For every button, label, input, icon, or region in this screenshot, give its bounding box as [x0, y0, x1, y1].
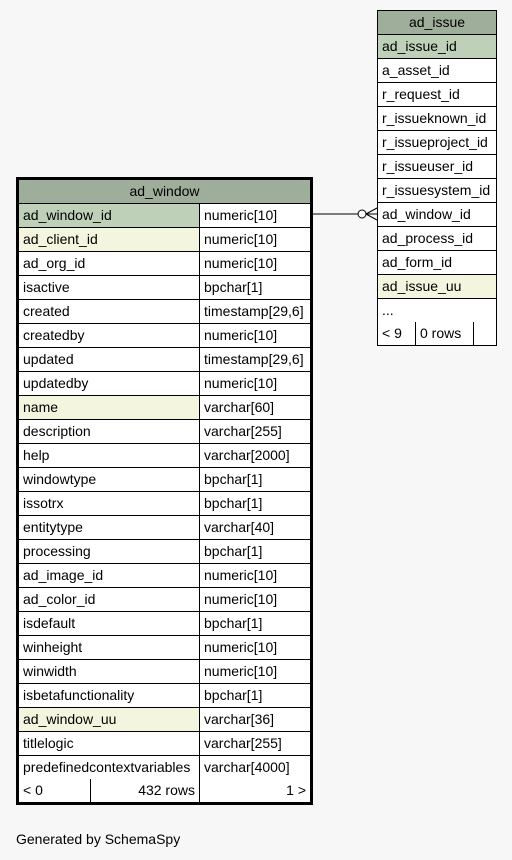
column-type: timestamp[29,6]	[204, 351, 304, 367]
children-count[interactable]: 1 >	[286, 782, 306, 798]
column-name[interactable]: ad_image_id	[19, 564, 200, 587]
column-name[interactable]: ad_issue_uu	[378, 275, 496, 298]
column-name[interactable]: isdefault	[19, 612, 200, 635]
column-name[interactable]: ad_process_id	[382, 230, 474, 246]
column-name[interactable]: help	[19, 444, 200, 467]
column-name[interactable]: ad_color_id	[19, 588, 200, 611]
column-name[interactable]: ad_window_id	[19, 204, 200, 227]
column-name[interactable]: r_issueproject_id	[382, 134, 488, 150]
row-count: 0 rows	[416, 322, 474, 345]
column-type: numeric[10]	[204, 639, 278, 655]
column-name[interactable]: r_request_id	[382, 86, 460, 102]
column-name[interactable]: created	[19, 300, 200, 323]
column-name[interactable]: description	[19, 420, 200, 443]
column-name[interactable]: r_issueuser_id	[382, 158, 474, 174]
crow-foot-upper	[366, 208, 377, 214]
column-name[interactable]: windowtype	[19, 468, 200, 491]
column-type: bpchar[1]	[204, 687, 263, 703]
column-name[interactable]: entitytype	[19, 516, 200, 539]
column-type: varchar[255]	[204, 423, 282, 439]
column-type: numeric[10]	[204, 327, 278, 343]
column-type: varchar[36]	[204, 711, 275, 727]
column-name[interactable]: updated	[19, 348, 200, 371]
parents-count[interactable]: < 9	[378, 322, 416, 345]
column-name[interactable]: ad_window_id	[382, 206, 471, 222]
column-name[interactable]: isactive	[19, 276, 200, 299]
column-name[interactable]: name	[19, 396, 200, 419]
column-type: timestamp[29,6]	[204, 303, 304, 319]
column-name[interactable]: processing	[19, 540, 200, 563]
parents-count[interactable]: < 0	[19, 779, 91, 802]
column-name[interactable]: createdby	[19, 324, 200, 347]
column-type: bpchar[1]	[204, 279, 263, 295]
column-name[interactable]: winwidth	[19, 660, 200, 683]
column-type: numeric[10]	[204, 375, 278, 391]
column-name[interactable]: r_issueknown_id	[382, 110, 487, 126]
column-type: numeric[10]	[204, 231, 278, 247]
column-name[interactable]: ad_org_id	[19, 252, 200, 275]
column-name[interactable]: isbetafunctionality	[19, 684, 200, 707]
column-type: bpchar[1]	[204, 495, 263, 511]
column-name[interactable]: ad_window_uu	[19, 708, 200, 731]
column-type: varchar[60]	[204, 399, 275, 415]
column-type: varchar[4000]	[204, 759, 290, 775]
crow-foot-lower	[366, 214, 377, 220]
column-name[interactable]: ad_issue_id	[378, 35, 496, 58]
column-type: varchar[255]	[204, 735, 282, 751]
column-name[interactable]: winheight	[19, 636, 200, 659]
column-type: varchar[40]	[204, 519, 275, 535]
column-name[interactable]: titlelogic	[19, 732, 200, 755]
column-type: numeric[10]	[204, 207, 278, 223]
column-name[interactable]: ...	[382, 302, 394, 318]
column-name[interactable]: ad_form_id	[382, 254, 453, 270]
column-type: bpchar[1]	[204, 543, 263, 559]
column-type: bpchar[1]	[204, 615, 263, 631]
column-name[interactable]: ad_client_id	[19, 228, 200, 251]
column-type: varchar[2000]	[204, 447, 290, 463]
column-name[interactable]: updatedby	[19, 372, 200, 395]
generated-by-label: Generated by SchemaSpy	[16, 831, 181, 847]
column-type: bpchar[1]	[204, 471, 263, 487]
ad-issue-table-title[interactable]: ad_issue	[378, 11, 496, 35]
column-name[interactable]: a_asset_id	[382, 62, 450, 78]
column-type: numeric[10]	[204, 255, 278, 271]
ad-window-table-title[interactable]: ad_window	[19, 180, 310, 204]
column-type: numeric[10]	[204, 591, 278, 607]
zero-cardinality-marker	[358, 210, 366, 218]
row-count: 432 rows	[91, 779, 200, 802]
column-name[interactable]: issotrx	[19, 492, 200, 515]
column-type: numeric[10]	[204, 567, 278, 583]
column-name[interactable]: predefinedcontextvariables	[19, 756, 200, 779]
column-type: numeric[10]	[204, 663, 278, 679]
column-name[interactable]: r_issuesystem_id	[382, 182, 491, 198]
